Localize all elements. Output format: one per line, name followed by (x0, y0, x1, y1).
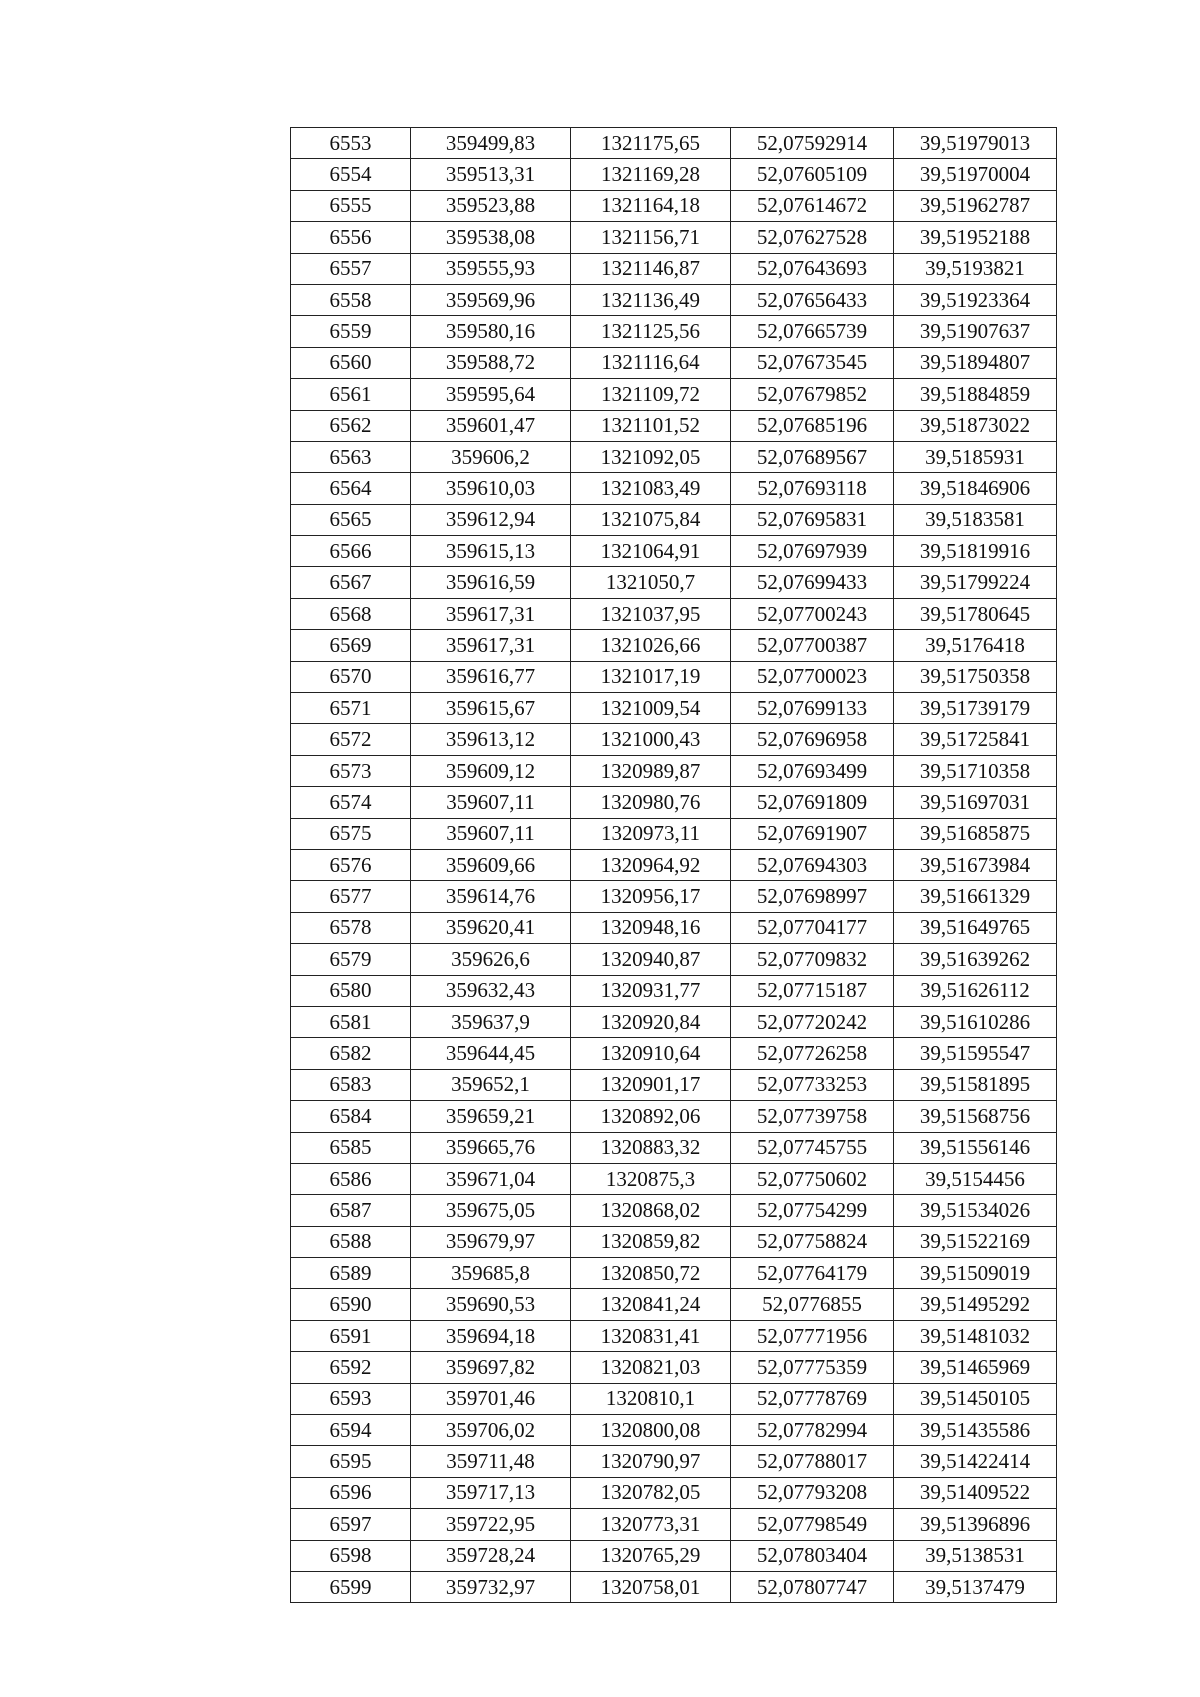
table-row (291, 410, 1057, 441)
y-coordinate-cell: 1321109,72 (571, 379, 731, 410)
coordinates-table (290, 127, 1057, 1603)
latitude-cell: 52,07704177 (731, 912, 894, 943)
table-row (291, 536, 1057, 567)
longitude-cell: 39,51435586 (894, 1415, 1057, 1446)
table-row (291, 661, 1057, 692)
point-number-cell: 6565 (291, 504, 411, 535)
table-row (291, 284, 1057, 315)
y-coordinate-cell: 1320773,31 (571, 1509, 731, 1540)
latitude-cell: 52,07698997 (731, 881, 894, 912)
x-coordinate-cell: 359613,12 (411, 724, 571, 755)
table-row (291, 1101, 1057, 1132)
point-number-cell: 6553 (291, 128, 411, 159)
x-coordinate-cell: 359499,83 (411, 128, 571, 159)
x-coordinate-cell: 359617,31 (411, 598, 571, 629)
y-coordinate-cell: 1320765,29 (571, 1540, 731, 1571)
point-number-cell: 6597 (291, 1509, 411, 1540)
point-number-cell: 6561 (291, 379, 411, 410)
table-row (291, 159, 1057, 190)
y-coordinate-cell: 1320821,03 (571, 1352, 731, 1383)
x-coordinate-cell: 359632,43 (411, 975, 571, 1006)
point-number-cell: 6562 (291, 410, 411, 441)
point-number-cell: 6586 (291, 1163, 411, 1194)
table-row (291, 1038, 1057, 1069)
table-row (291, 630, 1057, 661)
point-number-cell: 6579 (291, 944, 411, 975)
point-number-cell: 6584 (291, 1101, 411, 1132)
point-number-cell: 6563 (291, 441, 411, 472)
longitude-cell: 39,51581895 (894, 1069, 1057, 1100)
x-coordinate-cell: 359620,41 (411, 912, 571, 943)
longitude-cell: 39,5183581 (894, 504, 1057, 535)
x-coordinate-cell: 359732,97 (411, 1571, 571, 1602)
latitude-cell: 52,07793208 (731, 1477, 894, 1508)
longitude-cell: 39,51725841 (894, 724, 1057, 755)
y-coordinate-cell: 1320883,32 (571, 1132, 731, 1163)
x-coordinate-cell: 359665,76 (411, 1132, 571, 1163)
latitude-cell: 52,07700243 (731, 598, 894, 629)
y-coordinate-cell: 1320956,17 (571, 881, 731, 912)
table-row (291, 818, 1057, 849)
latitude-cell: 52,07689567 (731, 441, 894, 472)
point-number-cell: 6571 (291, 693, 411, 724)
point-number-cell: 6585 (291, 1132, 411, 1163)
y-coordinate-cell: 1320931,77 (571, 975, 731, 1006)
latitude-cell: 52,07656433 (731, 284, 894, 315)
longitude-cell: 39,5137479 (894, 1571, 1057, 1602)
table-row (291, 222, 1057, 253)
x-coordinate-cell: 359616,77 (411, 661, 571, 692)
longitude-cell: 39,51595547 (894, 1038, 1057, 1069)
latitude-cell: 52,07696958 (731, 724, 894, 755)
longitude-cell: 39,51952188 (894, 222, 1057, 253)
longitude-cell: 39,51661329 (894, 881, 1057, 912)
latitude-cell: 52,07788017 (731, 1446, 894, 1477)
latitude-cell: 52,07715187 (731, 975, 894, 1006)
point-number-cell: 6577 (291, 881, 411, 912)
table-row (291, 881, 1057, 912)
y-coordinate-cell: 1321125,56 (571, 316, 731, 347)
latitude-cell: 52,07691809 (731, 787, 894, 818)
point-number-cell: 6581 (291, 1006, 411, 1037)
point-number-cell: 6595 (291, 1446, 411, 1477)
table-row (291, 849, 1057, 880)
longitude-cell: 39,51962787 (894, 190, 1057, 221)
table-row (291, 473, 1057, 504)
latitude-cell: 52,07693118 (731, 473, 894, 504)
y-coordinate-cell: 1320920,84 (571, 1006, 731, 1037)
table-row (291, 1226, 1057, 1257)
x-coordinate-cell: 359644,45 (411, 1038, 571, 1069)
longitude-cell: 39,51509019 (894, 1258, 1057, 1289)
latitude-cell: 52,07754299 (731, 1195, 894, 1226)
latitude-cell: 52,07673545 (731, 347, 894, 378)
table-row (291, 379, 1057, 410)
table-row (291, 1571, 1057, 1602)
x-coordinate-cell: 359697,82 (411, 1352, 571, 1383)
longitude-cell: 39,5193821 (894, 253, 1057, 284)
point-number-cell: 6580 (291, 975, 411, 1006)
table-row (291, 1446, 1057, 1477)
table-row (291, 944, 1057, 975)
table-row (291, 441, 1057, 472)
longitude-cell: 39,51639262 (894, 944, 1057, 975)
y-coordinate-cell: 1321092,05 (571, 441, 731, 472)
table-row (291, 128, 1057, 159)
x-coordinate-cell: 359722,95 (411, 1509, 571, 1540)
table-row (291, 1132, 1057, 1163)
x-coordinate-cell: 359569,96 (411, 284, 571, 315)
latitude-cell: 52,07699133 (731, 693, 894, 724)
y-coordinate-cell: 1320892,06 (571, 1101, 731, 1132)
latitude-cell: 52,07627528 (731, 222, 894, 253)
table-row (291, 316, 1057, 347)
table-row (291, 724, 1057, 755)
longitude-cell: 39,51465969 (894, 1352, 1057, 1383)
latitude-cell: 52,07614672 (731, 190, 894, 221)
y-coordinate-cell: 1320790,97 (571, 1446, 731, 1477)
point-number-cell: 6598 (291, 1540, 411, 1571)
table-row (291, 504, 1057, 535)
latitude-cell: 52,07700023 (731, 661, 894, 692)
y-coordinate-cell: 1321156,71 (571, 222, 731, 253)
x-coordinate-cell: 359607,11 (411, 818, 571, 849)
y-coordinate-cell: 1321075,84 (571, 504, 731, 535)
longitude-cell: 39,51907637 (894, 316, 1057, 347)
longitude-cell: 39,51556146 (894, 1132, 1057, 1163)
longitude-cell: 39,51649765 (894, 912, 1057, 943)
table-row (291, 1477, 1057, 1508)
x-coordinate-cell: 359728,24 (411, 1540, 571, 1571)
latitude-cell: 52,07775359 (731, 1352, 894, 1383)
longitude-cell: 39,51970004 (894, 159, 1057, 190)
longitude-cell: 39,5138531 (894, 1540, 1057, 1571)
x-coordinate-cell: 359588,72 (411, 347, 571, 378)
latitude-cell: 52,07764179 (731, 1258, 894, 1289)
latitude-cell: 52,07665739 (731, 316, 894, 347)
longitude-cell: 39,51673984 (894, 849, 1057, 880)
latitude-cell: 52,07679852 (731, 379, 894, 410)
latitude-cell: 52,07798549 (731, 1509, 894, 1540)
table-row (291, 1415, 1057, 1446)
x-coordinate-cell: 359685,8 (411, 1258, 571, 1289)
x-coordinate-cell: 359659,21 (411, 1101, 571, 1132)
point-number-cell: 6558 (291, 284, 411, 315)
longitude-cell: 39,51819916 (894, 536, 1057, 567)
y-coordinate-cell: 1320940,87 (571, 944, 731, 975)
x-coordinate-cell: 359675,05 (411, 1195, 571, 1226)
longitude-cell: 39,51884859 (894, 379, 1057, 410)
latitude-cell: 52,07733253 (731, 1069, 894, 1100)
x-coordinate-cell: 359513,31 (411, 159, 571, 190)
point-number-cell: 6596 (291, 1477, 411, 1508)
x-coordinate-cell: 359615,67 (411, 693, 571, 724)
y-coordinate-cell: 1320831,41 (571, 1320, 731, 1351)
x-coordinate-cell: 359616,59 (411, 567, 571, 598)
table-row (291, 253, 1057, 284)
x-coordinate-cell: 359609,66 (411, 849, 571, 880)
y-coordinate-cell: 1321064,91 (571, 536, 731, 567)
latitude-cell: 52,07697939 (731, 536, 894, 567)
point-number-cell: 6574 (291, 787, 411, 818)
latitude-cell: 52,07694303 (731, 849, 894, 880)
point-number-cell: 6572 (291, 724, 411, 755)
x-coordinate-cell: 359706,02 (411, 1415, 571, 1446)
latitude-cell: 52,07745755 (731, 1132, 894, 1163)
y-coordinate-cell: 1321175,65 (571, 128, 731, 159)
latitude-cell: 52,07605109 (731, 159, 894, 190)
latitude-cell: 52,07778769 (731, 1383, 894, 1414)
x-coordinate-cell: 359523,88 (411, 190, 571, 221)
longitude-cell: 39,51450105 (894, 1383, 1057, 1414)
latitude-cell: 52,07758824 (731, 1226, 894, 1257)
point-number-cell: 6554 (291, 159, 411, 190)
table-row (291, 1163, 1057, 1194)
y-coordinate-cell: 1320782,05 (571, 1477, 731, 1508)
point-number-cell: 6557 (291, 253, 411, 284)
longitude-cell: 39,51873022 (894, 410, 1057, 441)
longitude-cell: 39,51780645 (894, 598, 1057, 629)
table-row (291, 1320, 1057, 1351)
y-coordinate-cell: 1321136,49 (571, 284, 731, 315)
table-row (291, 693, 1057, 724)
point-number-cell: 6591 (291, 1320, 411, 1351)
latitude-cell: 52,07807747 (731, 1571, 894, 1602)
x-coordinate-cell: 359717,13 (411, 1477, 571, 1508)
latitude-cell: 52,07709832 (731, 944, 894, 975)
latitude-cell: 52,07693499 (731, 755, 894, 786)
longitude-cell: 39,51846906 (894, 473, 1057, 504)
point-number-cell: 6588 (291, 1226, 411, 1257)
longitude-cell: 39,51495292 (894, 1289, 1057, 1320)
latitude-cell: 52,07592914 (731, 128, 894, 159)
x-coordinate-cell: 359690,53 (411, 1289, 571, 1320)
y-coordinate-cell: 1321009,54 (571, 693, 731, 724)
point-number-cell: 6570 (291, 661, 411, 692)
x-coordinate-cell: 359615,13 (411, 536, 571, 567)
table-row (291, 1540, 1057, 1571)
longitude-cell: 39,51396896 (894, 1509, 1057, 1540)
y-coordinate-cell: 1321169,28 (571, 159, 731, 190)
latitude-cell: 52,07771956 (731, 1320, 894, 1351)
longitude-cell: 39,51534026 (894, 1195, 1057, 1226)
table-row (291, 567, 1057, 598)
latitude-cell: 52,07643693 (731, 253, 894, 284)
y-coordinate-cell: 1320859,82 (571, 1226, 731, 1257)
x-coordinate-cell: 359614,76 (411, 881, 571, 912)
point-number-cell: 6575 (291, 818, 411, 849)
table-row (291, 755, 1057, 786)
x-coordinate-cell: 359607,11 (411, 787, 571, 818)
table-row (291, 190, 1057, 221)
latitude-cell: 52,07685196 (731, 410, 894, 441)
y-coordinate-cell: 1320875,3 (571, 1163, 731, 1194)
y-coordinate-cell: 1321116,64 (571, 347, 731, 378)
y-coordinate-cell: 1320989,87 (571, 755, 731, 786)
x-coordinate-cell: 359555,93 (411, 253, 571, 284)
longitude-cell: 39,5176418 (894, 630, 1057, 661)
longitude-cell: 39,51923364 (894, 284, 1057, 315)
longitude-cell: 39,5154456 (894, 1163, 1057, 1194)
x-coordinate-cell: 359652,1 (411, 1069, 571, 1100)
longitude-cell: 39,5185931 (894, 441, 1057, 472)
x-coordinate-cell: 359701,46 (411, 1383, 571, 1414)
latitude-cell: 52,07782994 (731, 1415, 894, 1446)
point-number-cell: 6594 (291, 1415, 411, 1446)
table-row (291, 1069, 1057, 1100)
point-number-cell: 6569 (291, 630, 411, 661)
point-number-cell: 6578 (291, 912, 411, 943)
table-row (291, 347, 1057, 378)
y-coordinate-cell: 1320973,11 (571, 818, 731, 849)
x-coordinate-cell: 359609,12 (411, 755, 571, 786)
x-coordinate-cell: 359606,2 (411, 441, 571, 472)
y-coordinate-cell: 1321000,43 (571, 724, 731, 755)
point-number-cell: 6590 (291, 1289, 411, 1320)
y-coordinate-cell: 1321083,49 (571, 473, 731, 504)
longitude-cell: 39,51799224 (894, 567, 1057, 598)
table-row (291, 1509, 1057, 1540)
point-number-cell: 6599 (291, 1571, 411, 1602)
x-coordinate-cell: 359711,48 (411, 1446, 571, 1477)
point-number-cell: 6567 (291, 567, 411, 598)
y-coordinate-cell: 1321026,66 (571, 630, 731, 661)
point-number-cell: 6592 (291, 1352, 411, 1383)
point-number-cell: 6589 (291, 1258, 411, 1289)
longitude-cell: 39,51481032 (894, 1320, 1057, 1351)
point-number-cell: 6564 (291, 473, 411, 504)
longitude-cell: 39,51626112 (894, 975, 1057, 1006)
x-coordinate-cell: 359637,9 (411, 1006, 571, 1037)
longitude-cell: 39,51710358 (894, 755, 1057, 786)
table-row (291, 787, 1057, 818)
point-number-cell: 6573 (291, 755, 411, 786)
latitude-cell: 52,07695831 (731, 504, 894, 535)
coordinates-table-body (291, 128, 1057, 1603)
latitude-cell: 52,07803404 (731, 1540, 894, 1571)
y-coordinate-cell: 1320910,64 (571, 1038, 731, 1069)
y-coordinate-cell: 1320964,92 (571, 849, 731, 880)
longitude-cell: 39,51739179 (894, 693, 1057, 724)
longitude-cell: 39,51522169 (894, 1226, 1057, 1257)
table-row (291, 1258, 1057, 1289)
point-number-cell: 6576 (291, 849, 411, 880)
latitude-cell: 52,07750602 (731, 1163, 894, 1194)
longitude-cell: 39,51409522 (894, 1477, 1057, 1508)
point-number-cell: 6593 (291, 1383, 411, 1414)
table-row (291, 1352, 1057, 1383)
point-number-cell: 6568 (291, 598, 411, 629)
y-coordinate-cell: 1321164,18 (571, 190, 731, 221)
y-coordinate-cell: 1320758,01 (571, 1571, 731, 1602)
latitude-cell: 52,07691907 (731, 818, 894, 849)
y-coordinate-cell: 1320868,02 (571, 1195, 731, 1226)
point-number-cell: 6560 (291, 347, 411, 378)
x-coordinate-cell: 359538,08 (411, 222, 571, 253)
x-coordinate-cell: 359626,6 (411, 944, 571, 975)
y-coordinate-cell: 1320841,24 (571, 1289, 731, 1320)
x-coordinate-cell: 359612,94 (411, 504, 571, 535)
x-coordinate-cell: 359610,03 (411, 473, 571, 504)
x-coordinate-cell: 359595,64 (411, 379, 571, 410)
table-row (291, 975, 1057, 1006)
y-coordinate-cell: 1320850,72 (571, 1258, 731, 1289)
y-coordinate-cell: 1320810,1 (571, 1383, 731, 1414)
table-row (291, 1006, 1057, 1037)
point-number-cell: 6583 (291, 1069, 411, 1100)
longitude-cell: 39,51422414 (894, 1446, 1057, 1477)
x-coordinate-cell: 359679,97 (411, 1226, 571, 1257)
latitude-cell: 52,07720242 (731, 1006, 894, 1037)
x-coordinate-cell: 359601,47 (411, 410, 571, 441)
y-coordinate-cell: 1321037,95 (571, 598, 731, 629)
y-coordinate-cell: 1320800,08 (571, 1415, 731, 1446)
latitude-cell: 52,07739758 (731, 1101, 894, 1132)
latitude-cell: 52,07700387 (731, 630, 894, 661)
x-coordinate-cell: 359580,16 (411, 316, 571, 347)
table-row (291, 598, 1057, 629)
latitude-cell: 52,0776855 (731, 1289, 894, 1320)
longitude-cell: 39,51610286 (894, 1006, 1057, 1037)
y-coordinate-cell: 1320901,17 (571, 1069, 731, 1100)
longitude-cell: 39,51979013 (894, 128, 1057, 159)
point-number-cell: 6556 (291, 222, 411, 253)
table-row (291, 1289, 1057, 1320)
x-coordinate-cell: 359694,18 (411, 1320, 571, 1351)
table-row (291, 1383, 1057, 1414)
point-number-cell: 6566 (291, 536, 411, 567)
longitude-cell: 39,51750358 (894, 661, 1057, 692)
y-coordinate-cell: 1321050,7 (571, 567, 731, 598)
y-coordinate-cell: 1321017,19 (571, 661, 731, 692)
longitude-cell: 39,51568756 (894, 1101, 1057, 1132)
longitude-cell: 39,51697031 (894, 787, 1057, 818)
x-coordinate-cell: 359671,04 (411, 1163, 571, 1194)
point-number-cell: 6559 (291, 316, 411, 347)
y-coordinate-cell: 1321101,52 (571, 410, 731, 441)
x-coordinate-cell: 359617,31 (411, 630, 571, 661)
y-coordinate-cell: 1320948,16 (571, 912, 731, 943)
point-number-cell: 6582 (291, 1038, 411, 1069)
y-coordinate-cell: 1321146,87 (571, 253, 731, 284)
longitude-cell: 39,51685875 (894, 818, 1057, 849)
table-row (291, 1195, 1057, 1226)
point-number-cell: 6555 (291, 190, 411, 221)
point-number-cell: 6587 (291, 1195, 411, 1226)
y-coordinate-cell: 1320980,76 (571, 787, 731, 818)
table-row (291, 912, 1057, 943)
longitude-cell: 39,51894807 (894, 347, 1057, 378)
latitude-cell: 52,07726258 (731, 1038, 894, 1069)
latitude-cell: 52,07699433 (731, 567, 894, 598)
